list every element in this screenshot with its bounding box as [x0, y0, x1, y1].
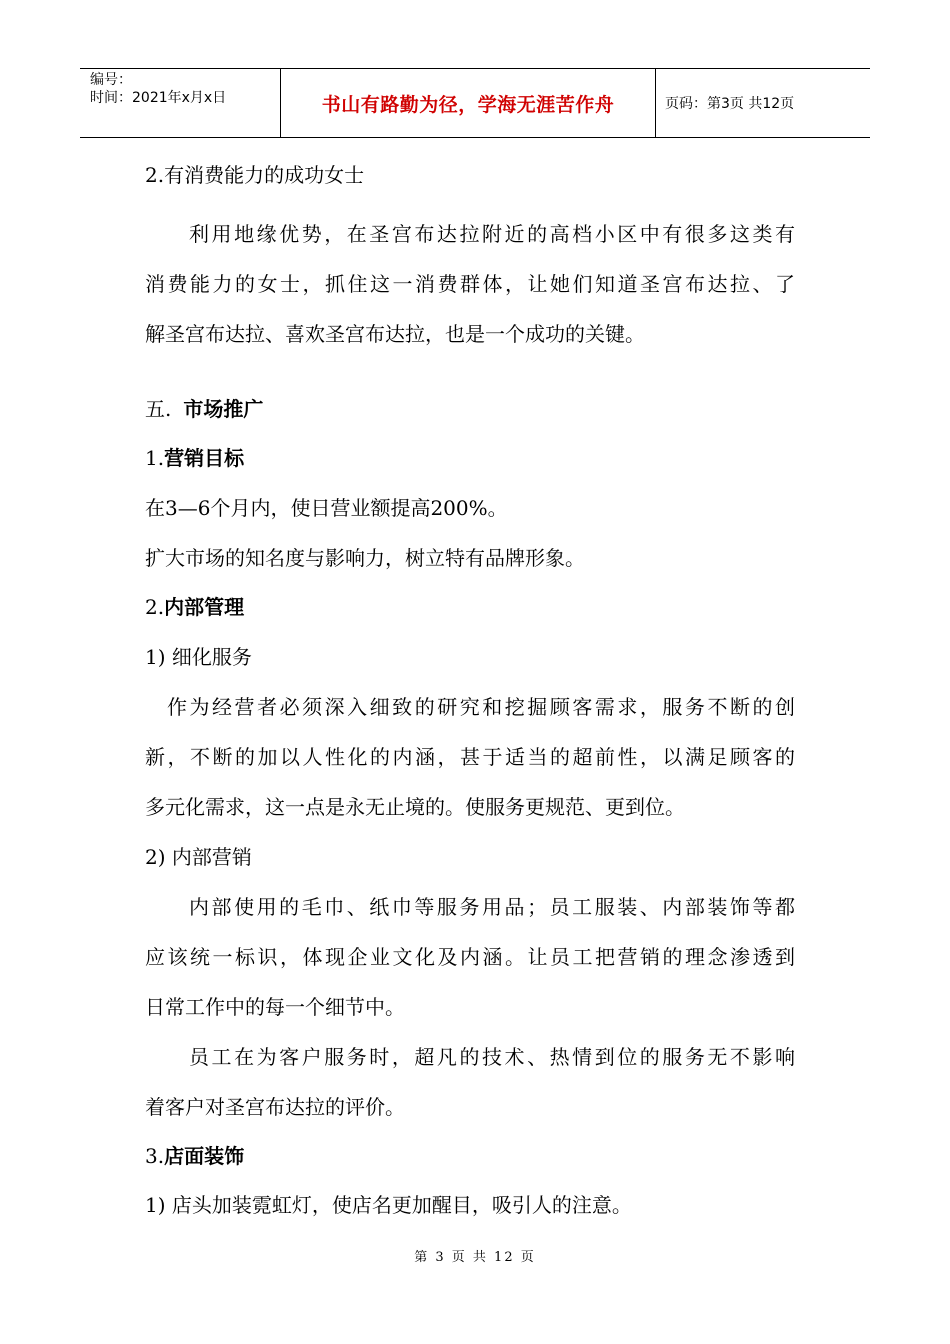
paragraph-line: 员工在为客户服务时，超凡的技术、热情到位的服务无不影响 [189, 1045, 795, 1069]
subsection-title: 营销目标 [164, 446, 245, 470]
page-header [80, 68, 870, 138]
header-motto: 书山有路勤为径，学海无涯苦作舟 [281, 69, 656, 137]
section-title: 市场推广 [183, 397, 264, 421]
paragraph-line: 日常工作中的每一个细节中。 [145, 995, 405, 1019]
header-page-info: 页码：第3页 共12页 [665, 96, 795, 112]
subsection-number: 1. [145, 446, 165, 470]
paragraph-line: 着客户对圣宫布达拉的评价。 [145, 1095, 405, 1119]
subsection-number: 3. [145, 1144, 165, 1168]
subsection-title: 内部管理 [164, 595, 245, 619]
paragraph-line: 利用地缘优势，在圣宫布达拉附近的高档小区中有很多这类有 [189, 222, 795, 246]
paragraph-line: 应该统一标识，体现企业文化及内涵。让员工把营销的理念渗透到 [145, 945, 795, 969]
section-heading [145, 394, 263, 424]
paragraph-line: 扩大市场的知名度与影响力，树立特有品牌形象。 [145, 546, 585, 570]
paragraph-line: 在3—6个月内，使日营业额提高200%。 [145, 496, 508, 520]
subsection-title: 店面装饰 [164, 1144, 245, 1168]
page-footer: 第 3 页 共 12 页 [414, 1250, 536, 1265]
paragraph-line: 新，不断的加以人性化的内涵，甚于适当的超前性，以满足顾客的 [145, 745, 795, 769]
paragraph-line: 解圣宫布达拉、喜欢圣宫布达拉，也是一个成功的关键。 [145, 322, 645, 346]
doc-date: 时间：2021年x月x日 [90, 90, 227, 106]
paragraph-line: 多元化需求，这一点是永无止境的。使服务更规范、更到位。 [145, 795, 685, 819]
paragraph-line: 消费能力的女士，抓住这一消费群体，让她们知道圣宫布达拉、了 [145, 272, 795, 296]
list-item-title: 2) 内部营销 [145, 845, 252, 869]
subsection-number: 2. [145, 595, 165, 619]
list-item-title: 1) 店头加装霓虹灯，使店名更加醒目，吸引人的注意。 [145, 1193, 632, 1217]
list-item-title: 1) 细化服务 [145, 645, 252, 669]
subsection-title: 2.有消费能力的成功女士 [145, 163, 365, 187]
doc-number: 编号： [90, 72, 132, 88]
paragraph-line: 作为经营者必须深入细致的研究和挖掘顾客需求，服务不断的创 [167, 695, 795, 719]
section-number: 五. [145, 397, 172, 421]
subsection-heading [145, 1141, 244, 1171]
header-meta [80, 69, 281, 137]
subsection-heading [145, 443, 244, 473]
subsection-heading [145, 592, 244, 622]
paragraph-line: 内部使用的毛巾、纸巾等服务用品；员工服装、内部装饰等都 [189, 895, 795, 919]
